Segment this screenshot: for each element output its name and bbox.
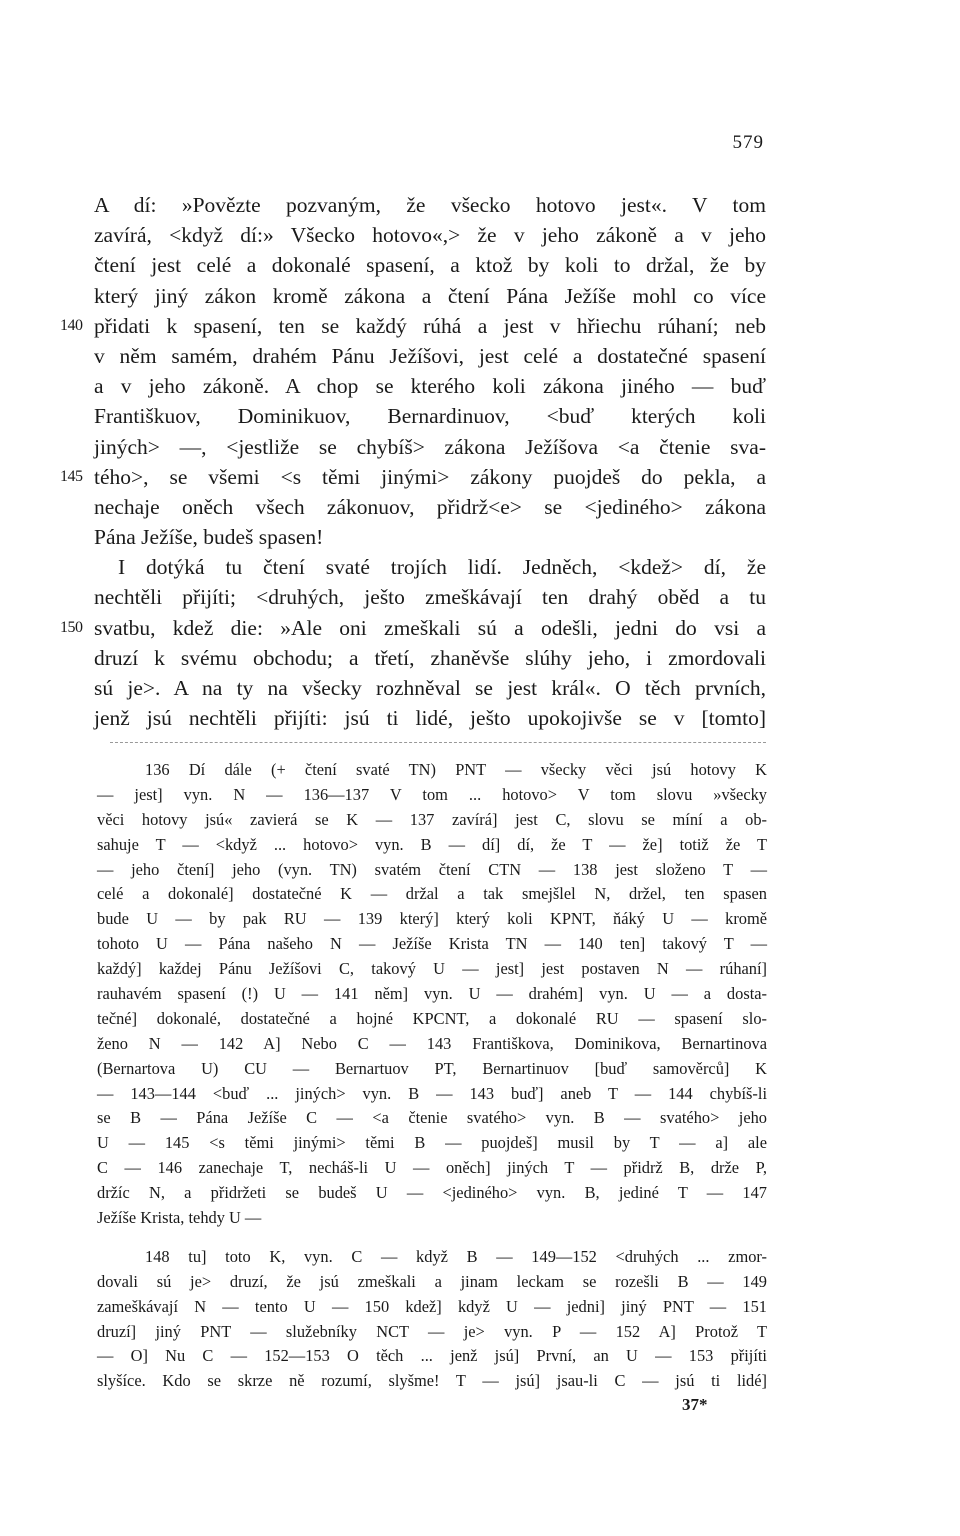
- footnote-line: zameškávají N — tento U — 150 kdež] když U — jedni] jiný PNT — 151: [97, 1296, 767, 1316]
- line-number: 145: [60, 467, 83, 485]
- text-line: [94, 220, 766, 250]
- line-text: přidati k spasení, ten se každý rúhá a jest v hřiechu rúhaní; neb: [94, 313, 766, 338]
- footnote-line: věci hotovy jsú« zavierá se K — 137 zavírá] jest C, slovu se míní a ob-: [97, 809, 767, 829]
- line-text: který jiný zákon kromě zákona a čtení Pána Ježíše mohl co více: [94, 283, 766, 308]
- text-line: [94, 643, 766, 673]
- line-text: nechtěli přijíti; <druhých, ješto zmeškávají ten drahý oběd a tu: [94, 585, 766, 610]
- footnote-line: — jest] vyn. N — 136—137 V tom ... hotovo> V tom slovu »všecky: [97, 784, 767, 804]
- line-text: A dí: »Povězte pozvaným, že všecko hotovo jest«. V tom: [94, 193, 766, 217]
- footnote-line: celé a dokonalé] dostatečné K — držal a tak smejšlel N, držel, ten spasen: [97, 884, 767, 904]
- footnote-line: — 143—144 <buď ... jiných> vyn. B — 143 buď] aneb T — 144 chybíš-li: [97, 1083, 767, 1103]
- footnote-line: rauhavém spasení (!) U — 141 něm] vyn. U — drahém] vyn. U — a dosta-: [97, 984, 767, 1004]
- footnote-line: U — 145 <s těmi jinými> těmi B — puojdeš] musil by T — a] ale: [97, 1133, 767, 1153]
- footnote-gap: [97, 1231, 767, 1245]
- text-line: [94, 552, 766, 582]
- line-text: zavírá, <když dí:» Všecko hotovo«,> že v jeho zákoně a v jeho: [94, 223, 766, 248]
- footnote-line: — O] Nu C — 152—153 O těch ... jenž jsú] První, an U — 153 přijíti: [97, 1346, 767, 1366]
- footnote-line: každý] každej Pánu Ježíšovi C, takový U — jest] jest postaven N — rúhaní]: [97, 959, 767, 979]
- line-number: 140: [60, 316, 83, 334]
- text-line: [94, 341, 766, 371]
- text-line: [94, 371, 766, 401]
- text-line: [94, 703, 766, 733]
- line-number: 150: [60, 618, 83, 636]
- line-text: svatbu, kdež die: »Ale oni zmeškali sú a odešli, jedni do vsi a: [94, 615, 766, 640]
- footnote-line: bude U — by pak RU — 139 který] který koli KPNT, ňáký U — kromě: [97, 909, 767, 929]
- footnote-line: tohoto U — Pána našeho N — Ježíše Krista TN — 140 ten] takový T —: [97, 934, 767, 954]
- line-text: jenž jsú nechtěli přijíti: jsú ti lidé, ješto upokojivše se v [tomto]: [94, 706, 766, 731]
- line-text: čtení jest celé a dokonalé spasení, a ktož by koli to držal, že by: [94, 253, 766, 278]
- text-line: [94, 281, 766, 311]
- text-line: [60, 462, 766, 492]
- text-line: [94, 250, 766, 280]
- text-line: [94, 190, 766, 220]
- footnote-line: — jeho čtení] jeho (vyn. TN) svatém čtení CTN — 138 jest složeno T —: [97, 859, 767, 879]
- line-text: Františkuov, Dominikuov, Bernardinuov, <buď kterých koli: [94, 404, 766, 429]
- footnote-line: dovali sú je> druzí, že jsú zmeškali a jinam leckam se rozešli B — 149: [97, 1271, 767, 1291]
- signature-mark: 37*: [682, 1395, 708, 1414]
- line-text: a v jeho zákoně. A chop se kterého koli zákona jiného — buď: [94, 374, 766, 399]
- line-text: druzí k svému obchodu; a třetí, zhaněvše slúhy jeho, i zmordovali: [94, 645, 766, 670]
- line-text: v něm samém, drahém Pánu Ježíšovi, jest celé a dostatečné spasení: [94, 343, 766, 368]
- footnote-line: 136 Dí dále (+ čtení svaté TN) PNT — všecky věci jsú hotovy K: [145, 760, 767, 779]
- text-line: [60, 311, 766, 341]
- footnote-line: slyšíce. Kdo se skrze ně rozumí, slyšme! T — jsú] jsau-li C — jsú ti lidé]: [97, 1371, 767, 1391]
- page-number: 579: [732, 132, 764, 153]
- line-text: tého>, se všemi <s těmi jinými> zákony puojdeš do pekla, a: [94, 464, 766, 489]
- text-line: [94, 401, 766, 431]
- footnote-line: tečné] dokonalé, dostatečné a hojné KPCNT, a dokonalé RU — spasení slo-: [97, 1008, 767, 1028]
- footnote-line: ženo N — 142 A] Nebo C — 143 Františkova, Dominikova, Bernartinova: [97, 1033, 767, 1053]
- text-line: [94, 432, 766, 462]
- footnote-line: (Bernartova U) CU — Bernartuov PT, Bernartinuov [buď samověrců] K: [97, 1058, 767, 1078]
- footnote-line: se B — Pána Ježíše C — <a čtenie svatého> vyn. B — svatého> jeho: [97, 1108, 767, 1128]
- line-text: jiných> —, <jestliže se chybíš> zákona Ježíšova <a čtenie sva-: [94, 434, 766, 459]
- footnote-line: Ježíše Krista, tehdy U —: [97, 1208, 262, 1228]
- line-text: Pána Ježíše, budeš spasen!: [94, 525, 324, 550]
- footnote-separator: [110, 742, 766, 743]
- main-text: [60, 190, 766, 733]
- line-text: sú je>. A na ty na všecky rozhněval se jest král«. O těch prvních,: [94, 676, 766, 700]
- footnote-line: druzí] jiný PNT — služebníky NCT — je> vyn. P — 152 A] Protož T: [97, 1321, 767, 1341]
- footnote-line: sahuje T — <když ... hotovo> vyn. B — dí] dí, že T — že] totiž že T: [97, 834, 767, 854]
- line-text: I dotýká tu čtení svaté trojích lidí. Jedněch, <kdež> dí, že: [118, 555, 766, 580]
- footnote-line: C — 146 zanechaje T, necháš-li U — oněch] jiných T — přidrž B, drže P,: [97, 1158, 767, 1178]
- footnote-line: držíc N, a přidržeti se budeš U — <jediného> vyn. B, jediné T — 147: [97, 1183, 767, 1203]
- text-line: [94, 582, 766, 612]
- text-line: [94, 522, 766, 552]
- footnotes: [97, 758, 767, 1394]
- text-line: [94, 492, 766, 522]
- footnote-line: 148 tu] toto K, vyn. C — když B — 149—152 <druhých ... zmor-: [145, 1246, 767, 1266]
- text-line: [94, 673, 766, 703]
- text-line: [60, 613, 766, 643]
- line-text: nechaje oněch všech zákonuov, přidrž<e> se <jediného> zákona: [94, 494, 766, 519]
